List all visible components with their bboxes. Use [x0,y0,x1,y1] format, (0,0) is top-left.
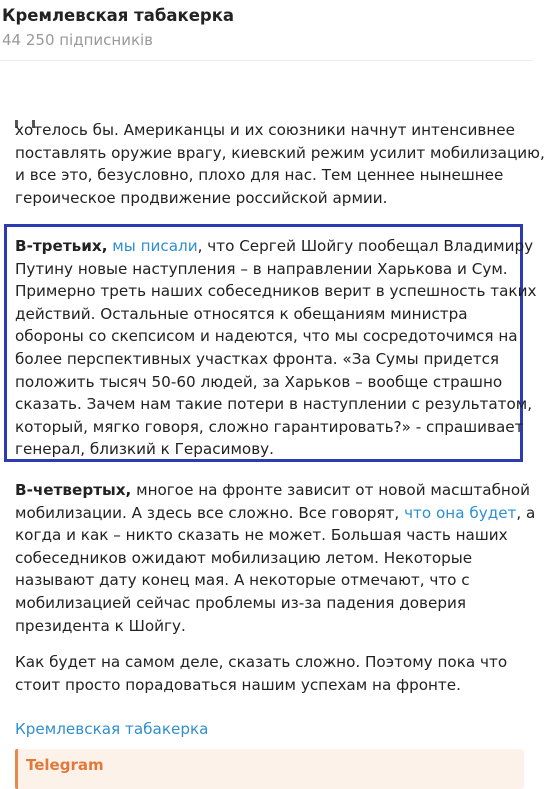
paragraph-line: Путину новые наступления – в направлении Харькова и Сум. [15,259,508,278]
paragraph-3 [15,479,536,637]
paragraph-line [15,235,534,258]
paragraph-line: действий. Остальные относятся к обещаниям министра [15,304,468,323]
channel-title[interactable]: Кремлевская табакерка [2,6,235,25]
paragraph-line: генерал, близкий к Герасимову. [15,440,274,459]
paragraph-line: героическое продвижение российской армии. [15,188,388,207]
subscriber-count: 44 250 підписників [2,31,154,49]
paragraph-line: собеседников ожидают мобилизацию летом. Некоторые [15,548,473,567]
paragraph-1 [15,119,545,209]
link-it-will-be[interactable]: что она будет [404,503,517,522]
line-text: , а [516,503,536,522]
paragraph-line: мобилизацией сейчас проблемы из-за падения доверия [15,593,466,612]
line-text: многое на фронте зависит от новой масштабной [131,481,531,499]
signature-link[interactable]: Кремлевская табакерка [15,720,209,738]
paragraph-line: обороны со скепсисом и надеются, что мы сосредоточимся на [15,327,518,346]
channel-header[interactable] [0,0,533,60]
paragraph-line: Примерно треть наших собеседников верит в успешность таких [15,282,537,301]
paragraph-line: когда и как – никто сказать не может. Большая часть наших [15,526,508,545]
paragraph-line: и все это, безусловно, плохо для нас. Тем ценнее нынешнее [15,166,504,185]
paragraph-line: который, мягко говоря, сложно гарантировать?» - спрашивает [15,417,524,436]
line-text: мобилизации. А здесь все сложно. Все говорят, [15,503,405,522]
paragraph-line: положить тысяч 50-60 людей, за Харьков – вообще страшно [15,372,503,391]
paragraph-lead: В-четвертых, [15,481,132,499]
paragraph-line [15,502,536,525]
line-text: , что Сергей Шойгу пообещал Владимиру [197,237,534,255]
clipped-text-fragment [15,113,55,118]
paragraph-line: президента к Шойгу. [15,616,186,635]
preview-site-name: Telegram [26,756,104,774]
paragraph-lead: В-третьих, [15,237,108,255]
paragraph-line: стоит просто порадоваться нашим успехам на фронте. [15,675,461,694]
paragraph-line: сказать. Зачем нам такие потери в наступлении с результатом, [15,395,533,414]
paragraph-line [15,479,530,502]
link-we-wrote[interactable]: мы писали [112,237,198,255]
paragraph-2 [15,235,537,461]
paragraph-line: поставлять оружие врагу, киевский режим усилит мобилизацию, [15,143,545,162]
paragraph-4 [15,651,530,696]
paragraph-line: хотелось бы. Американцы и их союзники начнут интенсивнее [15,121,515,139]
message-bubble [0,61,545,777]
paragraph-line: называют дату конец мая. А некоторые отмечают, что с [15,571,470,590]
paragraph-line: Как будет на самом деле, сказать сложно. Поэтому пока что [15,653,508,671]
paragraph-line: более перспективных участках фронта. «За Сумы придется [15,349,500,368]
preview-accent-bar [15,749,18,789]
link-preview[interactable] [15,749,524,789]
